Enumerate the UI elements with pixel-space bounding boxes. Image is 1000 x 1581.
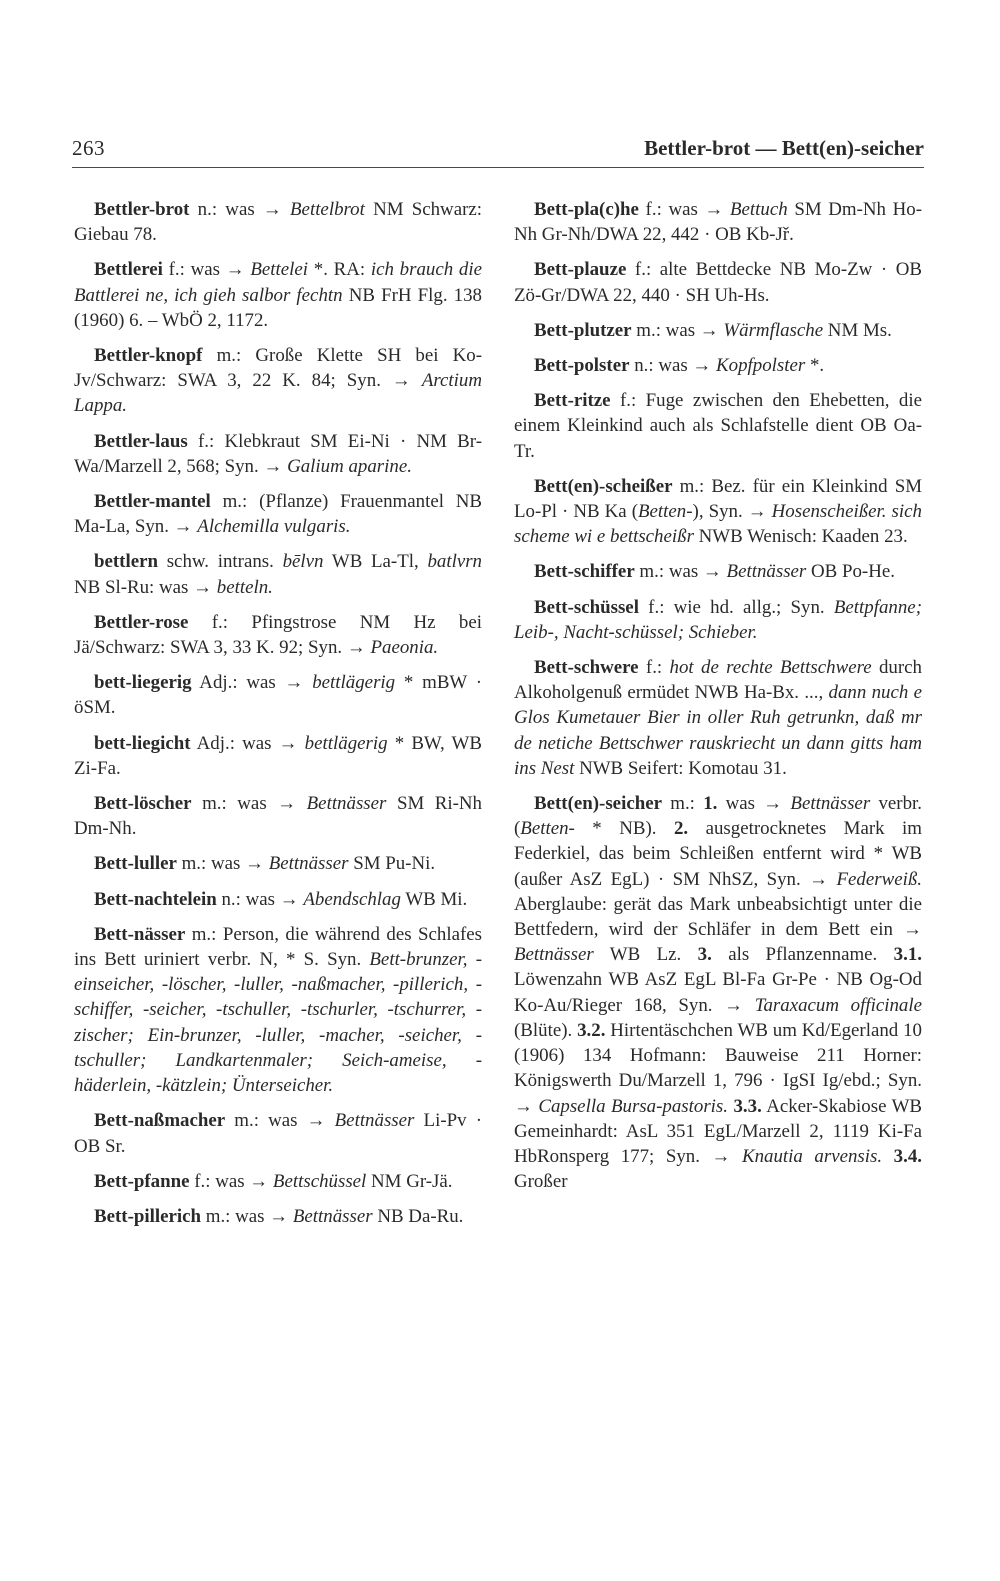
entry-text: Adj.: was → [190, 732, 305, 754]
entry-text: m.: was → [631, 319, 724, 341]
dictionary-entry [514, 257, 922, 307]
entry-lemma: Bett-plauze [534, 259, 627, 281]
dictionary-entry [514, 474, 922, 550]
entry-text: NM Gr-Jä. [366, 1170, 453, 1192]
dictionary-entry [74, 791, 482, 841]
entry-text: ich brauch die Battlerei ne, ich gieh salbor fechtn [74, 259, 483, 306]
dictionary-entry [74, 670, 482, 720]
entry-text: bettlägerig [312, 672, 396, 694]
entry-text: f.: Fuge zwischen den Ehebetten, die einem Kleinkind auch als Schlafstelle dient OB Oa-Tr. [514, 390, 922, 462]
entry-lemma: bettlern [94, 551, 158, 573]
entry-text: Li-Pv · OB Sr. [74, 1110, 482, 1157]
entry-text: Aberglaube: gerät das Mark unbeabsichtigt unter die Bettfedern, wird der Schläfer in dem Bett ein → [514, 893, 922, 941]
entry-text: schw. intrans. [158, 551, 283, 573]
dictionary-entry [514, 595, 922, 645]
entry-text: Bettnässer [306, 793, 387, 815]
entry-text: Bettelbrot [290, 199, 365, 220]
entry-text: NB Sl-Ru: was → [74, 576, 217, 598]
dictionary-entry [74, 489, 482, 539]
dictionary-entry [74, 1204, 482, 1229]
dictionary-entry [74, 257, 482, 333]
entry-text: NM Schwarz: Giebau 78. [74, 199, 483, 246]
entry-lemma: Bett-nachtelein [94, 888, 217, 910]
entry-text: Galium aparine. [287, 455, 412, 477]
entry-text: m.: Person, die während des Schlafes ins Bett uriniert verbr. N, * S. Syn. [74, 923, 482, 971]
entry-text: 3.2. [577, 1019, 606, 1041]
dictionary-entry [514, 197, 922, 247]
entry-text: Kopfpolster [716, 355, 806, 377]
entry-lemma: Bett-polster [534, 355, 630, 377]
entry-lemma: Bett-pillerich [94, 1205, 202, 1227]
entry-lemma: Bett(en)-scheißer [534, 475, 673, 497]
entry-text: Bettnässer [292, 1205, 373, 1227]
entry-text: bēlvn [282, 551, 324, 573]
entry-text: f.: was → [638, 199, 730, 220]
dictionary-entry [74, 1169, 482, 1194]
entry-text: SM Dm-Nh Ho-Nh Gr-Nh/DWA 22, 442 · OB Kb-Jř. [514, 199, 922, 246]
entry-text: m.: [661, 793, 704, 815]
entry-text: 3.3. [733, 1095, 762, 1117]
entry-text: Betten- [637, 501, 693, 523]
entry-text: dann nuch e Glos Kumetauer Bier in oller Ruh getrunkn, daß mr de netiche Bettschwer rauskriecht un dann gitts ham ins Nest [514, 682, 922, 779]
entry-text: SM Ri-Nh Dm-Nh. [74, 793, 483, 840]
entry-text: Hirtentäschchen WB um Kd/Egerland 10 (1906) 134 Hofmann: Bauweise 211 Horner: Königswerth Du/Marzell 1, 796 · IgSI Ig/ebd.; Syn. → [514, 1019, 922, 1117]
entry-text: Bettuch [730, 199, 788, 220]
entry-text: was → [717, 793, 791, 815]
dictionary-entry [74, 887, 482, 912]
entry-text: 3.1. [893, 944, 922, 966]
entry-text: Taraxacum officinale [754, 994, 923, 1016]
entry-lemma: Bett(en)-seicher [534, 793, 662, 815]
entry-lemma: Bettler-knopf [94, 345, 203, 367]
page-number: 263 [72, 136, 105, 160]
dictionary-entry [514, 353, 922, 378]
dictionary-entry [74, 429, 482, 479]
entry-lemma: Bettler-laus [94, 430, 188, 452]
entry-text: Löwenzahn WB AsZ EgL Bl-Fa Gr-Pe · NB Og-Od Ko-Au/Rieger 168, Syn. → [514, 969, 922, 1016]
entry-lemma: bett-liegerig [94, 672, 192, 694]
entry-text: * NB). [574, 818, 674, 840]
entry-text: * mBW · öSM. [74, 672, 482, 719]
entry-text: NM Ms. [823, 319, 892, 341]
entry-text: durch Alkoholgenuß ermüdet NWB Ha-Bx. ..., [514, 657, 922, 704]
entry-text: m.: was → [225, 1110, 335, 1132]
entry-text: *. RA: [308, 259, 371, 281]
entry-text: Bettnässer [268, 853, 349, 875]
entry-lemma: Bett-löscher [94, 793, 192, 815]
entry-text: verbr. ( [514, 793, 922, 840]
entry-lemma: Bett-ritze [534, 390, 611, 412]
entry-text: ausgetrocknetes Mark im Federkiel, das beim Schleißen entfernt wird * WB (außer AsZ EgL) · SM NhSZ, Syn. → [514, 818, 922, 890]
entry-text: * BW, WB Zi-Fa. [74, 732, 482, 779]
entry-lemma: Bett-pla(c)he [534, 199, 639, 220]
entry-lemma: Bett-luller [94, 853, 177, 875]
entry-text: Großer [514, 1171, 568, 1193]
entry-text: betteln. [216, 576, 273, 598]
entry-lemma: Bett-schiffer [534, 561, 635, 583]
entry-text: Bettelei [250, 259, 309, 281]
entry-text: n.: was → [189, 199, 291, 220]
entry-lemma: Bett-nässer [94, 923, 186, 945]
left-column [74, 197, 482, 1239]
entry-text: Paeonia. [370, 637, 439, 659]
entry-text: NWB Seifert: Komotau 31. [574, 757, 787, 779]
entry-text: 2. [673, 818, 689, 840]
entry-text: (Blüte). [514, 1019, 578, 1041]
entry-text: Federweiß. [836, 868, 922, 890]
entry-text: f.: Pfingstrose NM Hz bei Jä/Schwarz: SWA 3, 33 K. 92; Syn. → [74, 611, 482, 659]
entry-lemma: Bettler-rose [94, 611, 189, 633]
entry-text: WB Lz. [593, 944, 698, 966]
entry-lemma: bett-liegicht [94, 732, 191, 754]
entry-text: Acker-Skabiose WB Gemeinhardt: AsL 351 EgL/Marzell 2, 1119 Ki-Fa HbRonsperg 177; Syn. → [514, 1095, 922, 1167]
entry-lemma: Bett-schüssel [534, 596, 639, 618]
entry-text: Bettschüssel [272, 1170, 367, 1192]
entry-lemma: Bettler-mantel [94, 491, 211, 513]
entry-text: WB Mi. [400, 888, 468, 910]
dictionary-entry [74, 922, 482, 1098]
entry-text: SM Pu-Ni. [348, 853, 436, 875]
entry-text: Betten- [520, 818, 575, 840]
entry-text: Alchemilla vulgaris. [197, 516, 351, 538]
entry-text: Bettnässer [514, 944, 594, 966]
entry-text: n.: was → [216, 888, 304, 910]
dictionary-entry [514, 655, 922, 781]
entry-lemma: Bett-schwere [534, 657, 639, 679]
entry-text: *. [805, 355, 825, 377]
entry-text: Abendschlag [303, 888, 401, 910]
entry-text: f.: alte Bettdecke NB Mo-Zw · OB Zö-Gr/DWA 22, 440 · SH Uh-Hs. [514, 259, 922, 306]
entry-text: WB La-Tl, [323, 551, 428, 573]
dictionary-entry [74, 731, 482, 781]
dictionary-entry [74, 610, 482, 660]
entry-text: Knautia arvensis. [741, 1145, 883, 1167]
entry-lemma: Bett-plutzer [534, 319, 632, 341]
dictionary-entry [74, 1108, 482, 1158]
entry-text: f.: was → [162, 259, 251, 281]
dictionary-entry [74, 197, 482, 247]
dictionary-entry [514, 791, 922, 1194]
entry-text: 1. [703, 793, 718, 815]
entry-text: Bettpfanne; Leib-, Nacht-schüssel; Schieber. [514, 596, 922, 643]
entry-text: n.: was → [629, 355, 717, 377]
entry-text: OB Po-He. [806, 561, 895, 583]
entry-text: NWB Wenisch: Kaaden 23. [693, 526, 908, 548]
entry-text: Bettnässer [334, 1110, 415, 1132]
entry-text: Bettnässer [790, 793, 871, 815]
entry-lemma: Bett-pfanne [94, 1170, 190, 1192]
entry-text [882, 1146, 894, 1167]
entry-text: Wärmflasche [723, 319, 824, 341]
entry-text: Hosenscheißer. sich scheme wi e bettscheißr [514, 501, 922, 548]
dictionary-entry [514, 388, 922, 464]
entry-text: m.: was → [634, 561, 727, 583]
entry-text: Capsella Bursa-pastoris. [538, 1095, 728, 1117]
entry-text: f.: Klebkraut SM Ei-Ni · NM Br-Wa/Marzell 2, 568; Syn. → [74, 430, 482, 477]
dictionary-entry [74, 851, 482, 876]
entry-lemma: Bettler-brot [94, 199, 190, 220]
entry-lemma: Bett-naßmacher [94, 1110, 226, 1132]
entry-text: f.: wie hd. allg.; Syn. [638, 596, 834, 618]
entry-text: 3. [697, 944, 712, 966]
dictionary-entry [514, 559, 922, 584]
dictionary-entry [74, 549, 482, 599]
dictionary-entry [74, 343, 482, 419]
entry-text: hot de rechte Bettschwere [669, 657, 872, 679]
entry-text: m.: was → [191, 793, 307, 815]
running-header [72, 133, 924, 168]
entry-text: NB FrH Flg. 138 (1960) 6. – WbÖ 2, 1172. [74, 284, 483, 331]
entry-text: ), Syn. → [692, 501, 772, 523]
entry-text: m.: was → [201, 1205, 293, 1227]
entry-text: f.: [638, 657, 670, 679]
running-head-title: Bettler-brot — Bett(en)-seicher [644, 136, 924, 160]
entry-text: Adj.: was → [191, 672, 313, 694]
right-column [514, 197, 922, 1204]
dictionary-entry [514, 318, 922, 343]
entry-text: Arctium Lappa. [74, 370, 482, 417]
entry-text: f.: was → [189, 1170, 273, 1192]
entry-text: Bett-brunzer, -einseicher, -löscher, -luller, -naßmacher, -pillerich, -schiffer, -seicher, -tschuller, -tschurler, -tschurrer, -zischer; Ein-brunzer, -luller, -macher, -seicher, -tschuller; Landkartenmaler; Seich-ameise, -häderlein, -kätzlein; Ünterseicher. [74, 949, 482, 1097]
entry-lemma: Bettlerei [94, 259, 163, 281]
entry-text: bettlägerig [304, 732, 388, 754]
entry-text: Bettnässer [726, 561, 807, 583]
entry-text: m.: Bez. für ein Kleinkind SM Lo-Pl · NB Ka ( [514, 475, 922, 523]
entry-text: m.: was → [176, 853, 269, 875]
entry-text: NB Da-Ru. [372, 1205, 464, 1227]
entry-text: 3.4. [893, 1145, 922, 1167]
entry-text: m.: Große Klette SH bei Ko-Jv/Schwarz: SWA 3, 22 K. 84; Syn. → [74, 345, 482, 392]
entry-text: batlvrn [427, 551, 483, 573]
entry-text: als Pflanzenname. [711, 944, 894, 966]
entry-text: m.: (Pflanze) Frauenmantel NB Ma-La, Syn. → [74, 491, 482, 538]
